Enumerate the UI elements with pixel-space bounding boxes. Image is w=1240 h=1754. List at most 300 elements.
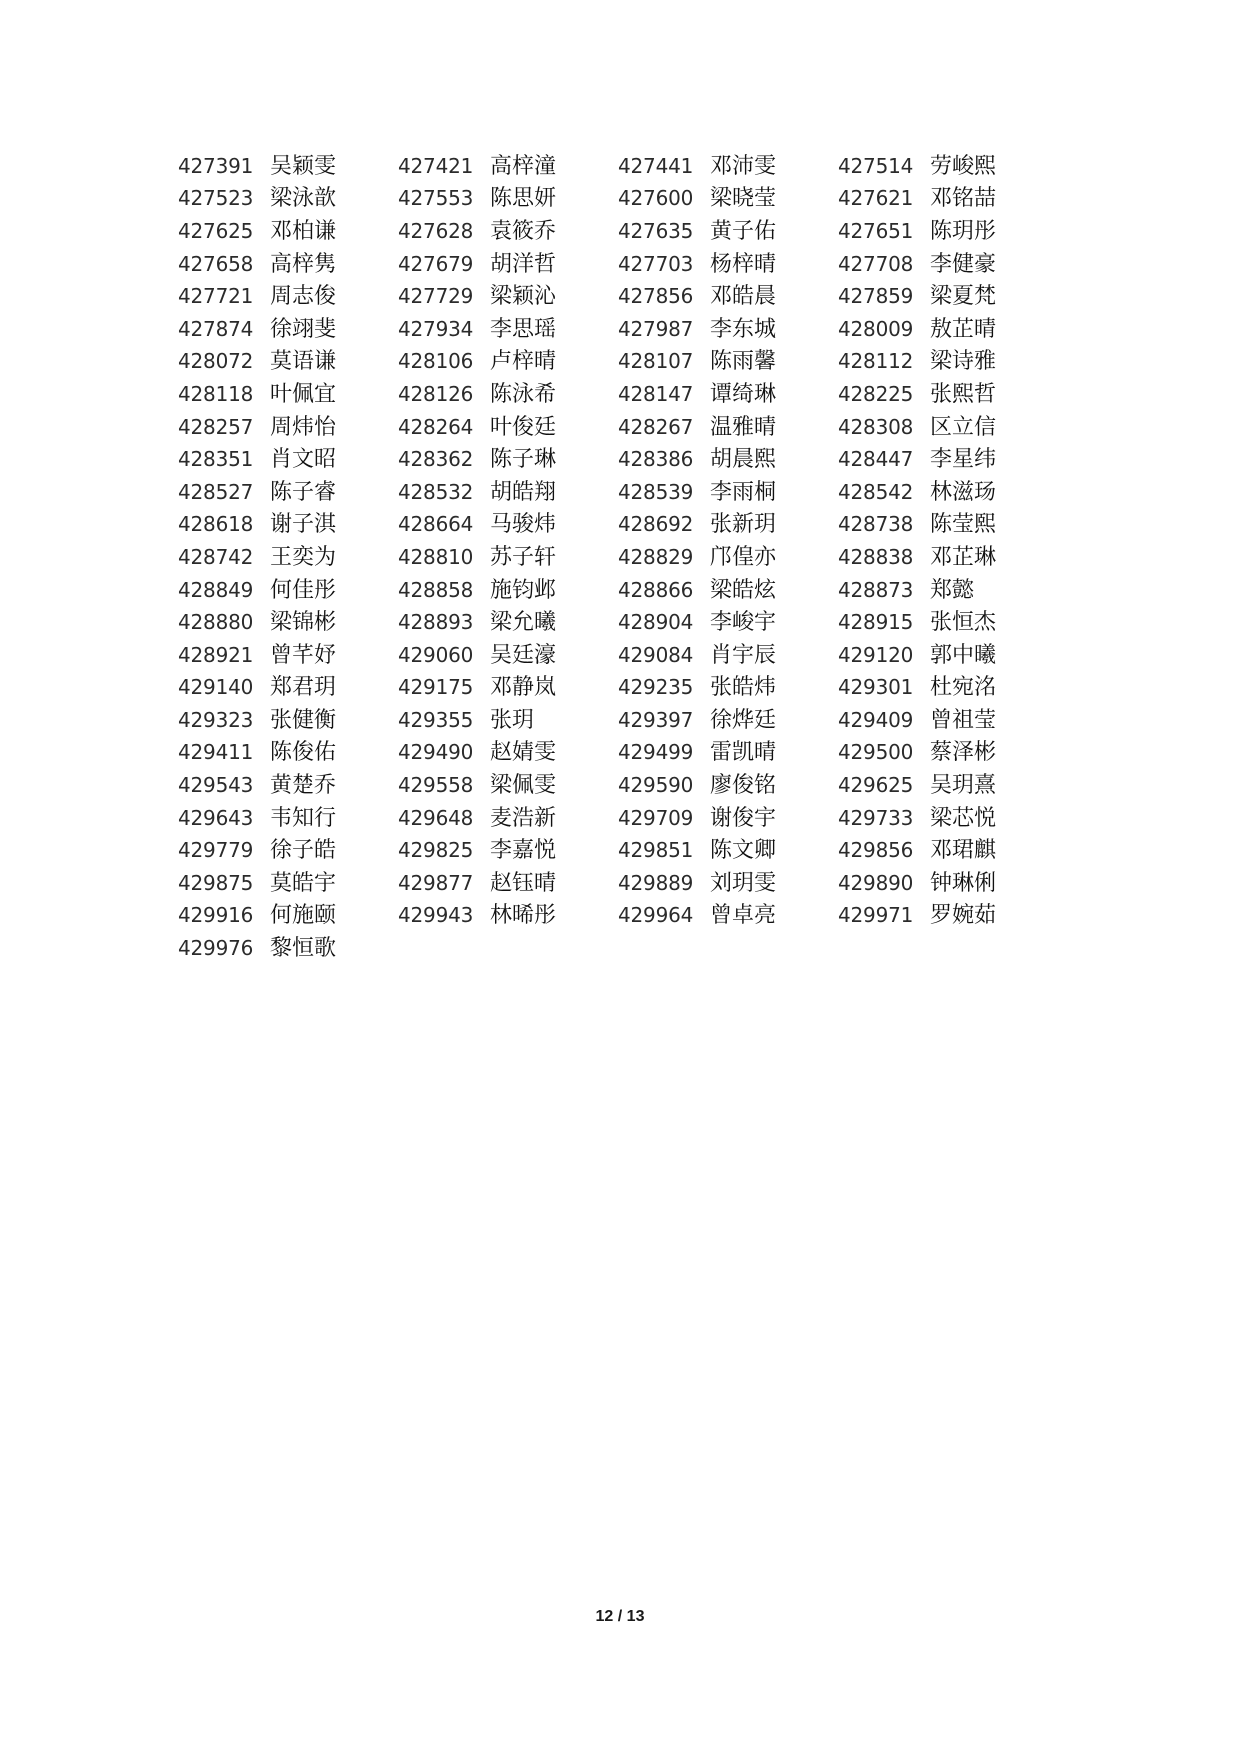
entry-id: 427708	[838, 251, 914, 276]
list-item	[178, 312, 398, 343]
list-item	[618, 898, 838, 929]
entry-id: 429875	[178, 870, 254, 895]
entry-name: 吴玥熹	[930, 773, 997, 799]
entry-id: 429825	[398, 838, 474, 863]
list-item	[178, 149, 398, 180]
entry-id: 429301	[838, 675, 914, 700]
list-item	[178, 540, 398, 571]
entry-id: 427621	[838, 186, 914, 211]
entry-name: 袁筱乔	[490, 218, 557, 244]
entry-name: 陈子睿	[270, 479, 337, 505]
entry-id: 429060	[398, 642, 474, 667]
entry-name: 陈玥彤	[930, 218, 997, 244]
entry-id: 427628	[398, 218, 474, 243]
entry-id: 427625	[178, 218, 254, 243]
entry-name: 赵婧雯	[490, 740, 557, 766]
entry-id: 429648	[398, 805, 474, 830]
list-item	[618, 377, 838, 408]
entry-id: 428072	[178, 349, 254, 374]
entry-id: 428225	[838, 381, 914, 406]
entry-name: 张健衡	[270, 707, 337, 733]
entry-id: 427721	[178, 284, 254, 309]
list-item	[838, 735, 1058, 766]
list-item	[398, 801, 618, 832]
list-item	[838, 442, 1058, 473]
list-row	[178, 246, 1058, 279]
list-item	[178, 279, 398, 310]
entry-id: 429964	[618, 903, 694, 928]
entry-id: 429543	[178, 773, 254, 798]
entry-id: 429558	[398, 773, 474, 798]
entry-id: 428532	[398, 479, 474, 504]
entry-id: 429976	[178, 936, 254, 961]
list-item	[178, 377, 398, 408]
list-item	[398, 312, 618, 343]
entry-name: 何施颐	[270, 903, 337, 929]
entry-id: 428742	[178, 544, 254, 569]
entry-name: 梁夏梵	[930, 284, 997, 310]
entry-name: 李东城	[710, 316, 777, 342]
entry-id: 428126	[398, 381, 474, 406]
entry-name: 陈莹熙	[930, 512, 997, 538]
entry-name: 莫语谦	[270, 349, 337, 375]
entry-id: 428107	[618, 349, 694, 374]
entry-name: 胡洋哲	[490, 251, 557, 277]
list-item	[618, 638, 838, 669]
entry-name: 郭中曦	[930, 642, 997, 668]
list-item	[618, 605, 838, 636]
entry-id: 428447	[838, 447, 914, 472]
list-item	[838, 507, 1058, 538]
list-item	[398, 866, 618, 897]
name-list-grid	[178, 148, 1058, 963]
entry-id: 428915	[838, 610, 914, 635]
entry-name: 张皓炜	[710, 675, 777, 701]
entry-name: 曾卓亮	[710, 903, 777, 929]
list-item	[178, 898, 398, 929]
list-row	[178, 278, 1058, 311]
list-row	[178, 898, 1058, 931]
entry-id: 429490	[398, 740, 474, 765]
entry-name: 李嘉悦	[490, 838, 557, 864]
entry-id: 429943	[398, 903, 474, 928]
entry-id: 429889	[618, 870, 694, 895]
entry-id: 428527	[178, 479, 254, 504]
entry-id: 428308	[838, 414, 914, 439]
entry-name: 张恒杰	[930, 610, 997, 636]
entry-id: 428112	[838, 349, 914, 374]
entry-name: 麦浩新	[490, 805, 557, 831]
entry-id: 429643	[178, 805, 254, 830]
entry-id: 428542	[838, 479, 914, 504]
entry-name: 邝偟亦	[710, 544, 777, 570]
entry-name: 谢俊宇	[710, 805, 777, 831]
list-item	[618, 247, 838, 278]
list-item	[178, 833, 398, 864]
entry-id: 428692	[618, 512, 694, 537]
entry-name: 钟琳俐	[930, 870, 997, 896]
list-row	[178, 409, 1058, 442]
list-item	[838, 898, 1058, 929]
list-item	[398, 768, 618, 799]
list-item	[618, 670, 838, 701]
entry-id: 429409	[838, 707, 914, 732]
list-row	[178, 213, 1058, 246]
entry-id: 428838	[838, 544, 914, 569]
entry-id: 429140	[178, 675, 254, 700]
list-item	[618, 214, 838, 245]
entry-name: 郑君玥	[270, 675, 337, 701]
entry-name: 陈文卿	[710, 838, 777, 864]
entry-id: 427679	[398, 251, 474, 276]
entry-name: 李健豪	[930, 251, 997, 277]
list-row	[178, 539, 1058, 572]
entry-name: 张新玥	[710, 512, 777, 538]
list-item	[838, 573, 1058, 604]
entry-name: 肖文昭	[270, 447, 337, 473]
list-item	[178, 442, 398, 473]
entry-name: 王奕为	[270, 544, 337, 570]
list-item	[178, 475, 398, 506]
entry-id: 427553	[398, 186, 474, 211]
list-row	[178, 148, 1058, 181]
list-item	[398, 833, 618, 864]
list-item	[398, 442, 618, 473]
page-number: 12 / 13	[595, 1608, 645, 1625]
entry-name: 曾祖莹	[930, 707, 997, 733]
entry-name: 李雨桐	[710, 479, 777, 505]
entry-name: 苏子轩	[490, 544, 557, 570]
entry-name: 何佳彤	[270, 577, 337, 603]
list-item	[618, 540, 838, 571]
list-item	[618, 768, 838, 799]
entry-name: 陈雨馨	[710, 349, 777, 375]
list-row	[178, 344, 1058, 377]
list-item	[618, 801, 838, 832]
entry-name: 陈俊佑	[270, 740, 337, 766]
entry-id: 429084	[618, 642, 694, 667]
entry-name: 杨梓晴	[710, 251, 777, 277]
list-item	[838, 279, 1058, 310]
list-row	[178, 735, 1058, 768]
entry-id: 427635	[618, 218, 694, 243]
entry-id: 428829	[618, 544, 694, 569]
entry-id: 427874	[178, 316, 254, 341]
entry-id: 428106	[398, 349, 474, 374]
entry-name: 吴颖雯	[270, 153, 337, 179]
list-item	[838, 670, 1058, 701]
list-item	[838, 149, 1058, 180]
list-item	[398, 638, 618, 669]
entry-id: 428880	[178, 610, 254, 635]
list-row	[178, 637, 1058, 670]
entry-id: 427600	[618, 186, 694, 211]
entry-name: 梁晓莹	[710, 186, 777, 212]
list-item	[398, 670, 618, 701]
list-item	[838, 638, 1058, 669]
list-item	[178, 605, 398, 636]
entry-id: 428738	[838, 512, 914, 537]
entry-name: 卢梓晴	[490, 349, 557, 375]
list-row	[178, 930, 1058, 963]
entry-id: 429235	[618, 675, 694, 700]
entry-name: 徐子皓	[270, 838, 337, 864]
entry-id: 427523	[178, 186, 254, 211]
list-row	[178, 767, 1058, 800]
entry-id: 427703	[618, 251, 694, 276]
entry-name: 陈思妍	[490, 186, 557, 212]
list-item	[398, 149, 618, 180]
list-row	[178, 572, 1058, 605]
entry-name: 李峻宇	[710, 610, 777, 636]
entry-name: 黄楚乔	[270, 773, 337, 799]
entry-id: 428257	[178, 414, 254, 439]
entry-name: 梁泳歆	[270, 186, 337, 212]
entry-id: 429355	[398, 707, 474, 732]
entry-id: 429856	[838, 838, 914, 863]
entry-id: 429411	[178, 740, 254, 765]
entry-name: 廖俊铭	[710, 773, 777, 799]
entry-id: 428921	[178, 642, 254, 667]
list-item	[398, 279, 618, 310]
entry-id: 429120	[838, 642, 914, 667]
list-row	[178, 832, 1058, 865]
list-item	[838, 344, 1058, 375]
entry-id: 428849	[178, 577, 254, 602]
list-item	[398, 898, 618, 929]
list-item	[838, 703, 1058, 734]
entry-name: 邓芷琳	[930, 544, 997, 570]
entry-name: 邓铭喆	[930, 186, 997, 212]
list-item	[838, 833, 1058, 864]
entry-name: 邓珺麒	[930, 838, 997, 864]
entry-name: 区立信	[930, 414, 997, 440]
list-item	[178, 703, 398, 734]
entry-name: 梁皓炫	[710, 577, 777, 603]
list-item	[398, 214, 618, 245]
list-item	[398, 507, 618, 538]
list-row	[178, 507, 1058, 540]
list-item	[838, 540, 1058, 571]
entry-id: 429590	[618, 773, 694, 798]
list-row	[178, 800, 1058, 833]
list-item	[838, 312, 1058, 343]
entry-id: 428264	[398, 414, 474, 439]
list-item	[618, 279, 838, 310]
entry-id: 428866	[618, 577, 694, 602]
list-item	[838, 377, 1058, 408]
entry-name: 邓静岚	[490, 675, 557, 701]
list-item	[178, 214, 398, 245]
entry-id: 428618	[178, 512, 254, 537]
list-item	[618, 442, 838, 473]
entry-name: 林滋玚	[930, 479, 997, 505]
entry-id: 429499	[618, 740, 694, 765]
list-item	[398, 377, 618, 408]
entry-name: 杜宛洺	[930, 675, 997, 701]
entry-name: 周志俊	[270, 284, 337, 310]
entry-id: 427729	[398, 284, 474, 309]
entry-id: 429890	[838, 870, 914, 895]
entry-name: 肖宇辰	[710, 642, 777, 668]
list-item	[618, 866, 838, 897]
entry-name: 徐烨廷	[710, 707, 777, 733]
entry-name: 梁锦彬	[270, 610, 337, 636]
entry-id: 428009	[838, 316, 914, 341]
list-item	[178, 801, 398, 832]
list-item	[178, 247, 398, 278]
entry-name: 劳峻熙	[930, 153, 997, 179]
list-row	[178, 474, 1058, 507]
entry-id: 428362	[398, 447, 474, 472]
entry-id: 429709	[618, 805, 694, 830]
entry-id: 428118	[178, 381, 254, 406]
list-item	[398, 344, 618, 375]
list-item	[398, 247, 618, 278]
list-item	[178, 573, 398, 604]
entry-name: 郑懿	[930, 577, 975, 603]
entry-name: 陈子琳	[490, 447, 557, 473]
list-item	[178, 768, 398, 799]
entry-name: 黄子佑	[710, 218, 777, 244]
entry-name: 徐翊斐	[270, 316, 337, 342]
list-item	[838, 181, 1058, 212]
entry-name: 温雅晴	[710, 414, 777, 440]
entry-id: 427651	[838, 218, 914, 243]
entry-id: 427514	[838, 153, 914, 178]
list-item	[618, 149, 838, 180]
list-item	[618, 344, 838, 375]
list-item	[398, 475, 618, 506]
list-item	[838, 410, 1058, 441]
entry-id: 428267	[618, 414, 694, 439]
list-item	[178, 638, 398, 669]
entry-name: 胡晨熙	[710, 447, 777, 473]
list-item	[618, 475, 838, 506]
entry-name: 马骏炜	[490, 512, 557, 538]
entry-name: 梁颖沁	[490, 284, 557, 310]
entry-id: 428810	[398, 544, 474, 569]
entry-name: 刘玥雯	[710, 870, 777, 896]
list-item	[178, 735, 398, 766]
entry-id: 429916	[178, 903, 254, 928]
list-item	[178, 670, 398, 701]
list-item	[838, 866, 1058, 897]
list-row	[178, 865, 1058, 898]
list-item	[398, 410, 618, 441]
entry-id: 429625	[838, 773, 914, 798]
entry-name: 周炜怡	[270, 414, 337, 440]
entry-name: 高梓潼	[490, 153, 557, 179]
entry-name: 曾芊妤	[270, 642, 337, 668]
entry-id: 428351	[178, 447, 254, 472]
entry-id: 429175	[398, 675, 474, 700]
entry-name: 谢子淇	[270, 512, 337, 538]
list-item	[838, 801, 1058, 832]
entry-id: 428386	[618, 447, 694, 472]
entry-name: 邓柏谦	[270, 218, 337, 244]
list-row	[178, 376, 1058, 409]
entry-id: 428664	[398, 512, 474, 537]
entry-id: 429733	[838, 805, 914, 830]
entry-name: 梁诗雅	[930, 349, 997, 375]
entry-name: 高梓隽	[270, 251, 337, 277]
list-item	[838, 605, 1058, 636]
list-row	[178, 702, 1058, 735]
list-item	[618, 833, 838, 864]
list-item	[618, 181, 838, 212]
entry-name: 韦知行	[270, 805, 337, 831]
entry-name: 李思瑶	[490, 316, 557, 342]
entry-name: 吴廷濠	[490, 642, 557, 668]
list-item	[618, 312, 838, 343]
entry-name: 胡皓翔	[490, 479, 557, 505]
entry-name: 陈泳希	[490, 381, 557, 407]
list-item	[178, 931, 404, 962]
entry-id: 428893	[398, 610, 474, 635]
list-item	[178, 410, 398, 441]
entry-name: 谭绮琳	[710, 381, 777, 407]
entry-name: 李星纬	[930, 447, 997, 473]
entry-id: 427934	[398, 316, 474, 341]
entry-name: 梁芯悦	[930, 805, 997, 831]
entry-name: 张玥	[490, 707, 535, 733]
entry-name: 施钧邺	[490, 577, 557, 603]
entry-id: 429323	[178, 707, 254, 732]
list-item	[838, 214, 1058, 245]
entry-name: 莫皓宇	[270, 870, 337, 896]
entry-name: 邓皓晨	[710, 284, 777, 310]
entry-name: 邓沛雯	[710, 153, 777, 179]
list-item	[618, 507, 838, 538]
list-item	[838, 475, 1058, 506]
list-item	[618, 573, 838, 604]
entry-id: 429779	[178, 838, 254, 863]
list-item	[618, 410, 838, 441]
list-item	[398, 605, 618, 636]
list-item	[178, 344, 398, 375]
list-row	[178, 181, 1058, 214]
list-item	[178, 507, 398, 538]
list-item	[838, 247, 1058, 278]
entry-id: 429397	[618, 707, 694, 732]
list-item	[178, 181, 398, 212]
list-item	[618, 735, 838, 766]
entry-name: 叶俊廷	[490, 414, 557, 440]
entry-id: 427987	[618, 316, 694, 341]
entry-id: 427856	[618, 284, 694, 309]
entry-name: 梁佩雯	[490, 773, 557, 799]
entry-id: 427658	[178, 251, 254, 276]
entry-name: 梁允曦	[490, 610, 557, 636]
entry-id: 429851	[618, 838, 694, 863]
entry-id: 429877	[398, 870, 474, 895]
entry-name: 黎恒歌	[270, 936, 337, 962]
entry-name: 赵钰晴	[490, 870, 557, 896]
list-row	[178, 311, 1058, 344]
entry-id: 428147	[618, 381, 694, 406]
entry-id: 427859	[838, 284, 914, 309]
entry-id: 429500	[838, 740, 914, 765]
list-item	[838, 768, 1058, 799]
entry-name: 叶佩宜	[270, 381, 337, 407]
list-item	[398, 573, 618, 604]
entry-id: 429971	[838, 903, 914, 928]
entry-id: 428858	[398, 577, 474, 602]
entry-id: 428904	[618, 610, 694, 635]
list-item	[398, 703, 618, 734]
list-item	[398, 735, 618, 766]
